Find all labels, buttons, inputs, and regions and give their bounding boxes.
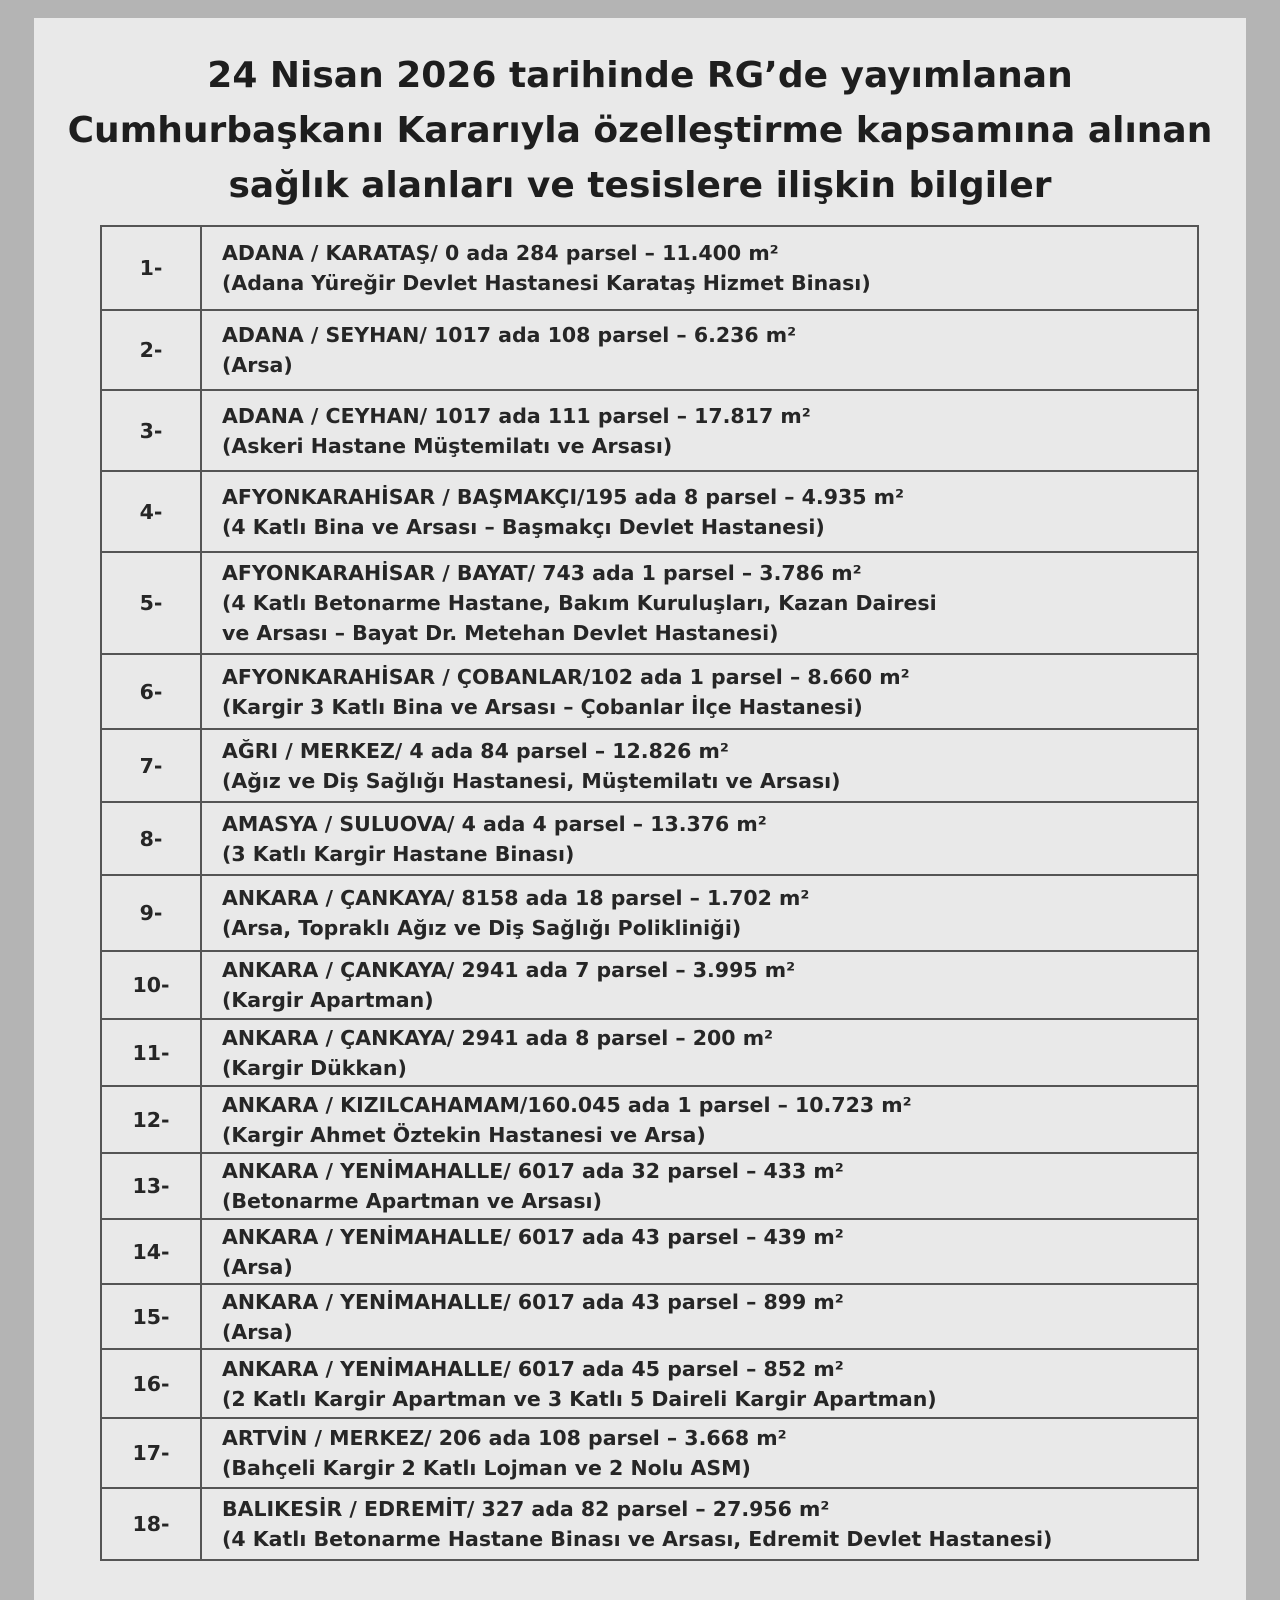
row-number: 9- — [101, 875, 201, 951]
table-row — [101, 552, 1198, 654]
parcel-info: ADANA / KARATAŞ/ 0 ada 284 parsel – 11.400 m² — [222, 241, 779, 265]
facility-note: (4 Katlı Bina ve Arsası – Başmakçı Devlet Hastanesi) — [222, 514, 825, 539]
row-description — [201, 951, 1198, 1019]
row-number: 8- — [101, 802, 201, 875]
title-line: 24 Nisan 2026 tarihinde RG’de yayımlanan — [207, 55, 1073, 96]
row-description — [201, 552, 1198, 654]
parcel-info: ARTVİN / MERKEZ/ 206 ada 108 parsel – 3.668 m² — [222, 1426, 787, 1450]
row-description — [201, 1019, 1198, 1086]
row-number: 2- — [101, 310, 201, 390]
row-description — [201, 1219, 1198, 1284]
facility-note: (3 Katlı Kargir Hastane Binası) — [222, 841, 575, 866]
row-description — [201, 1284, 1198, 1349]
row-number: 7- — [101, 729, 201, 802]
facility-note: (Arsa, Topraklı Ağız ve Diş Sağlığı Polikliniği) — [222, 916, 742, 940]
parcel-info: BALIKESİR / EDREMİT/ 327 ada 82 parsel – 27.956 m² — [222, 1497, 830, 1521]
facility-note: (Arsa) — [222, 353, 293, 377]
row-number: 18- — [101, 1488, 201, 1560]
parcel-info: ADANA / SEYHAN/ 1017 ada 108 parsel – 6.236 m² — [222, 323, 797, 347]
row-description — [201, 1488, 1198, 1560]
row-description — [201, 802, 1198, 875]
table-row — [101, 1086, 1198, 1153]
row-number: 5- — [101, 552, 201, 654]
row-number: 11- — [101, 1019, 201, 1086]
row-number: 14- — [101, 1219, 201, 1284]
table-row — [101, 471, 1198, 552]
table-row — [101, 1284, 1198, 1349]
parcel-info: ANKARA / YENİMAHALLE/ 6017 ada 32 parsel – 433 m² — [222, 1159, 844, 1183]
row-description — [201, 226, 1198, 310]
facility-note: (Betonarme Apartman ve Arsası) — [222, 1189, 602, 1213]
row-description — [201, 310, 1198, 390]
facilities-table-body — [101, 226, 1198, 1560]
row-number: 6- — [101, 654, 201, 729]
table-row — [101, 875, 1198, 951]
parcel-info: ANKARA / YENİMAHALLE/ 6017 ada 43 parsel – 899 m² — [222, 1289, 844, 1314]
row-number: 12- — [101, 1086, 201, 1153]
table-row — [101, 1418, 1198, 1488]
row-number: 15- — [101, 1284, 201, 1349]
row-number: 16- — [101, 1349, 201, 1418]
facility-note: (Bahçeli Kargir 2 Katlı Lojman ve 2 Nolu ASM) — [222, 1456, 751, 1480]
facilities-table — [100, 225, 1199, 1561]
table-row — [101, 390, 1198, 471]
table-row — [101, 310, 1198, 390]
row-description — [201, 1153, 1198, 1219]
title-line: sağlık alanları ve tesislere ilişkin bilgiler — [228, 165, 1052, 206]
parcel-info: ANKARA / KIZILCAHAMAM/160.045 ada 1 parsel – 10.723 m² — [222, 1092, 912, 1117]
facility-note: (4 Katlı Betonarme Hastane Binası ve Arsası, Edremit Devlet Hastanesi) — [222, 1527, 1053, 1551]
facility-note: (Kargir Apartman) — [222, 988, 434, 1012]
parcel-info: ANKARA / ÇANKAYA/ 2941 ada 8 parsel – 200 m² — [222, 1025, 774, 1050]
facility-note: (Adana Yüreğir Devlet Hastanesi Karataş Hizmet Binası) — [222, 271, 871, 295]
facility-note: (Kargir 3 Katlı Bina ve Arsası – Çobanlar İlçe Hastanesi) — [222, 694, 863, 719]
facility-note: (Arsa) — [222, 1319, 293, 1344]
row-number: 10- — [101, 951, 201, 1019]
table-row — [101, 1219, 1198, 1284]
document-page — [34, 18, 1246, 1600]
facility-note: (Kargir Dükkan) — [222, 1055, 407, 1080]
parcel-info: AFYONKARAHİSAR / BAŞMAKÇI/195 ada 8 parsel – 4.935 m² — [222, 484, 904, 509]
row-number: 17- — [101, 1418, 201, 1488]
facility-note: (Ağız ve Diş Sağlığı Hastanesi, Müştemilatı ve Arsası) — [222, 768, 841, 793]
facility-note: (Kargir Ahmet Öztekin Hastanesi ve Arsa) — [222, 1122, 706, 1147]
row-description — [201, 1086, 1198, 1153]
parcel-info: AFYONKARAHİSAR / BAYAT/ 743 ada 1 parsel – 3.786 m² — [222, 561, 862, 585]
table-row — [101, 1349, 1198, 1418]
table-row — [101, 1019, 1198, 1086]
row-description — [201, 729, 1198, 802]
table-row — [101, 226, 1198, 310]
row-number: 3- — [101, 390, 201, 471]
parcel-info: AMASYA / SULUOVA/ 4 ada 4 parsel – 13.376 m² — [222, 811, 767, 836]
table-row — [101, 951, 1198, 1019]
row-number: 1- — [101, 226, 201, 310]
row-number: 4- — [101, 471, 201, 552]
title-line: Cumhurbaşkanı Kararıyla özelleştirme kapsamına alınan — [67, 110, 1213, 151]
table-row — [101, 654, 1198, 729]
facility-note: (2 Katlı Kargir Apartman ve 3 Katlı 5 Daireli Kargir Apartman) — [222, 1386, 937, 1411]
row-description — [201, 875, 1198, 951]
row-description — [201, 654, 1198, 729]
table-row — [101, 729, 1198, 802]
table-row — [101, 1488, 1198, 1560]
table-row — [101, 1153, 1198, 1219]
row-description — [201, 1349, 1198, 1418]
parcel-info: AFYONKARAHİSAR / ÇOBANLAR/102 ada 1 parsel – 8.660 m² — [222, 664, 910, 689]
page-title — [34, 48, 1246, 213]
parcel-info: ANKARA / ÇANKAYA/ 2941 ada 7 parsel – 3.995 m² — [222, 958, 796, 982]
facility-note: (Askeri Hastane Müştemilatı ve Arsası) — [222, 433, 673, 458]
parcel-info: ADANA / CEYHAN/ 1017 ada 111 parsel – 17.817 m² — [222, 403, 811, 428]
facility-note: (4 Katlı Betonarme Hastane, Bakım Kuruluşları, Kazan Dairesi — [222, 591, 937, 615]
facility-note: (Arsa) — [222, 1254, 293, 1279]
parcel-info: ANKARA / YENİMAHALLE/ 6017 ada 45 parsel – 852 m² — [222, 1356, 844, 1381]
parcel-info: ANKARA / YENİMAHALLE/ 6017 ada 43 parsel – 439 m² — [222, 1224, 844, 1249]
parcel-info: ANKARA / ÇANKAYA/ 8158 ada 18 parsel – 1.702 m² — [222, 886, 810, 910]
row-description — [201, 471, 1198, 552]
row-number: 13- — [101, 1153, 201, 1219]
row-description — [201, 390, 1198, 471]
parcel-info: AĞRI / MERKEZ/ 4 ada 84 parsel – 12.826 m² — [222, 738, 729, 763]
facility-note: ve Arsası – Bayat Dr. Metehan Devlet Hastanesi) — [222, 621, 779, 645]
row-description — [201, 1418, 1198, 1488]
table-row — [101, 802, 1198, 875]
